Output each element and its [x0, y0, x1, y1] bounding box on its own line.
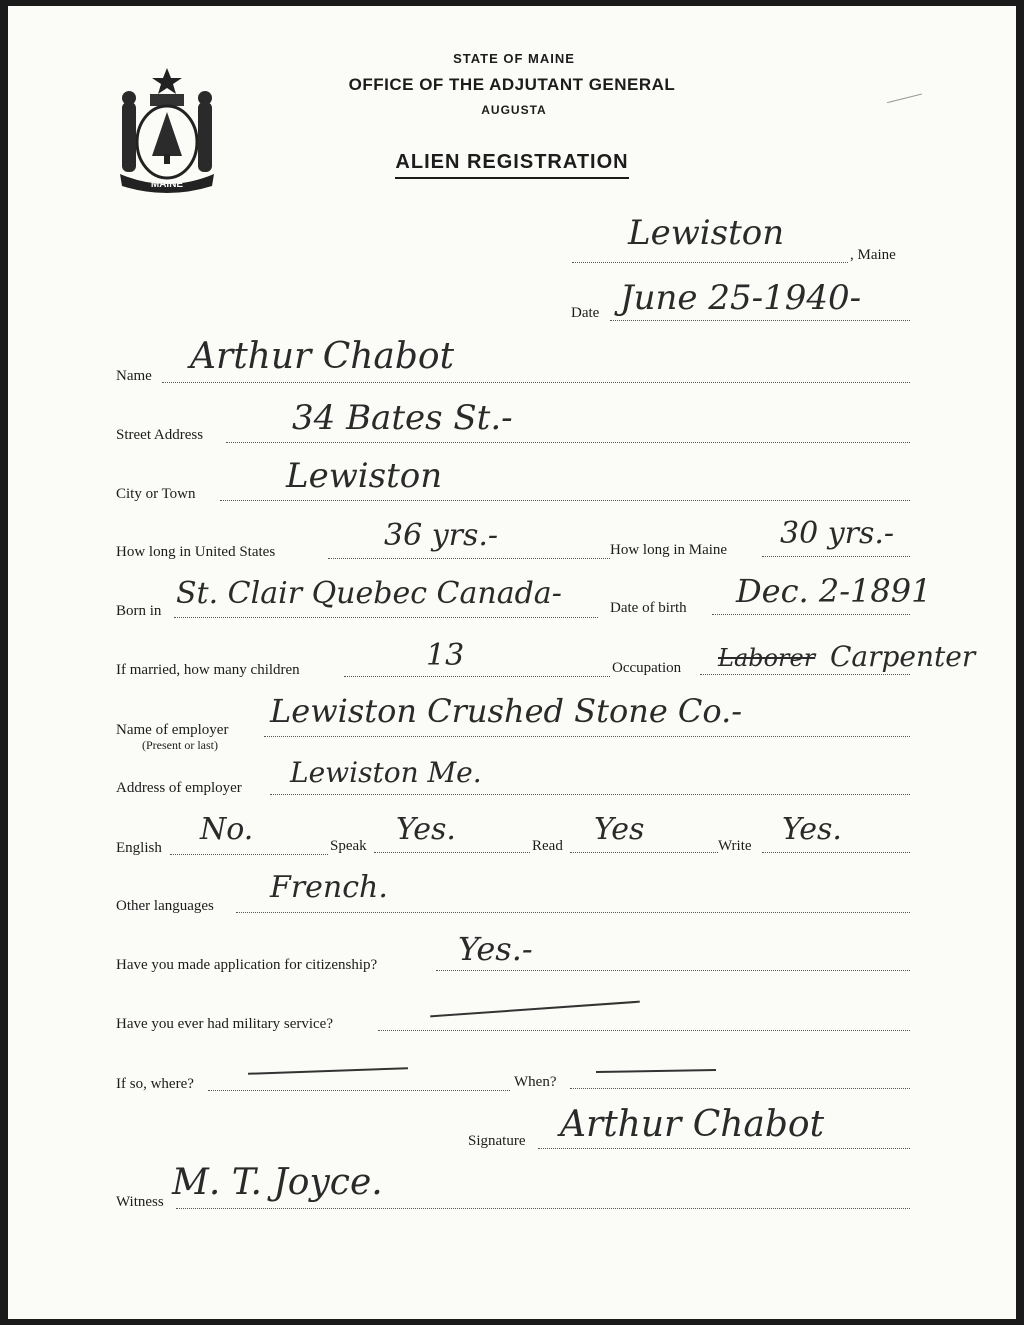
when-line [570, 1088, 910, 1089]
emp-address-line [270, 794, 910, 795]
emp-address-label: Address of employer [116, 780, 242, 796]
read-value: Yes [594, 812, 645, 847]
office-heading: OFFICE OF THE ADJUTANT GENERAL [348, 75, 676, 94]
us-value: 36 yrs.- [384, 518, 499, 553]
dob-value: Dec. 2-1891 [736, 572, 932, 610]
occupation-value: Carpenter [830, 640, 976, 673]
town-value: Lewiston [628, 213, 785, 253]
military-line [378, 1030, 910, 1031]
born-label: Born in [116, 603, 162, 619]
date-line [610, 320, 910, 321]
when-label: When? [514, 1074, 557, 1090]
employer-line [264, 736, 910, 737]
name-label: Name [116, 368, 152, 384]
write-label: Write [718, 838, 752, 854]
children-label: If married, how many children [116, 662, 300, 678]
citizenship-label: Have you made application for citizenship? [116, 957, 378, 973]
street-label: Street Address [116, 427, 204, 443]
speak-line [374, 852, 530, 853]
dob-label: Date of birth [610, 600, 687, 616]
seal-banner-text: MAINE [150, 179, 184, 190]
name-value: Arthur Chabot [190, 336, 455, 377]
signature-line [538, 1148, 910, 1149]
write-value: Yes. [782, 812, 842, 847]
witness-value: M. T. Joyce. [172, 1162, 383, 1203]
city-label: City or Town [116, 486, 196, 502]
us-line [328, 558, 610, 559]
signature-value: Arthur Chabot [560, 1104, 825, 1145]
born-value: St. Clair Quebec Canada- [176, 576, 562, 611]
dob-line [712, 614, 910, 615]
name-line [162, 382, 910, 383]
us-label: How long in United States [116, 544, 276, 560]
employer-label: Name of employer [116, 722, 229, 738]
write-line [762, 852, 910, 853]
city-value: Lewiston [286, 456, 443, 496]
occupation-line [700, 674, 910, 675]
english-value: No. [200, 812, 254, 847]
occupation-struck-value: Laborer [718, 644, 816, 672]
maine-line [762, 556, 910, 557]
born-line [174, 617, 598, 618]
witness-label: Witness [116, 1194, 164, 1210]
street-value: 34 Bates St.- [292, 398, 513, 438]
date-value: June 25-1940- [620, 278, 862, 318]
read-line [570, 852, 718, 853]
city-line [220, 500, 910, 501]
english-label: English [116, 840, 162, 856]
english-line [170, 854, 328, 855]
state-heading: STATE OF MAINE [453, 51, 575, 66]
date-label: Date [571, 305, 600, 321]
maine-suffix: , Maine [850, 247, 896, 263]
town-line [572, 262, 848, 263]
emp-address-value: Lewiston Me. [290, 756, 482, 789]
signature-label: Signature [468, 1133, 526, 1149]
children-value: 13 [426, 638, 465, 673]
employer-value: Lewiston Crushed Stone Co.- [270, 692, 743, 730]
witness-line [176, 1208, 910, 1209]
speak-value: Yes. [396, 812, 456, 847]
occupation-label: Occupation [612, 660, 682, 676]
speak-label: Speak [330, 838, 367, 854]
other-languages-value: French. [270, 870, 388, 905]
citizenship-line [436, 970, 910, 971]
other-languages-line [236, 912, 910, 913]
street-line [226, 442, 910, 443]
military-label: Have you ever had military service? [116, 1016, 333, 1032]
children-line [344, 676, 610, 677]
read-label: Read [532, 838, 563, 854]
form-title: ALIEN REGISTRATION [0, 151, 1024, 174]
other-languages-label: Other languages [116, 898, 214, 914]
maine-label: How long in Maine [610, 542, 728, 558]
employer-sublabel: (Present or last) [142, 738, 218, 752]
maine-value: 30 yrs.- [780, 516, 895, 551]
where-line [208, 1090, 510, 1091]
citizenship-value: Yes.- [458, 930, 533, 968]
city-heading: AUGUSTA [481, 103, 547, 117]
where-label: If so, where? [116, 1076, 194, 1092]
